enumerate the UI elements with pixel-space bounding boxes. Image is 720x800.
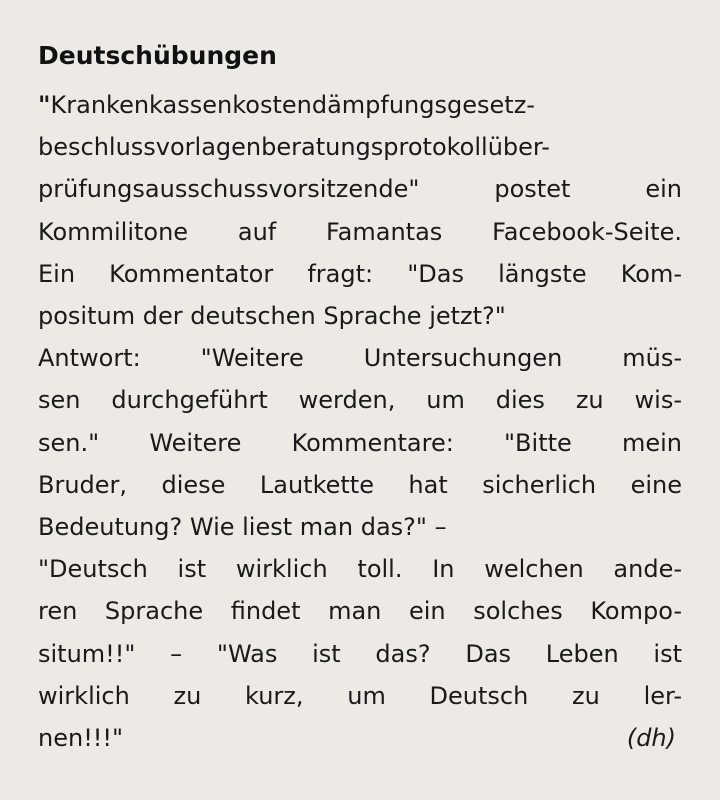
article-heading: Deutschübungen <box>38 41 277 70</box>
article-line: prüfungsausschussvorsitzende" postet ein <box>38 175 682 204</box>
article-line: Bedeutung? Wie liest man das?" – <box>38 513 447 542</box>
article-line: wirklich zu kurz, um Deutsch zu ler- <box>38 681 682 710</box>
article-line-text: nen!!!" <box>38 724 124 753</box>
article-line: Antwort: "Weitere Untersuchungen müs- <box>38 344 682 373</box>
article-box <box>38 36 682 759</box>
article-line <box>38 84 682 126</box>
article-line: Bruder, diese Lautkette hat sicherlich eine <box>38 470 682 499</box>
article-line: Kommilitone auf Famantas Facebook-Seite. <box>38 217 682 246</box>
article-line: beschlussvorlagenberatungsprotokollüber- <box>38 133 550 162</box>
article-line: "Deutsch ist wirklich toll. In welchen ande- <box>38 555 682 584</box>
article-line: situm!!" – "Was ist das? Das Leben ist <box>38 639 682 668</box>
article-line: ren Sprache findet man ein solches Kompo- <box>38 597 682 626</box>
article-last-line <box>38 717 682 759</box>
article-line: positum der deutschen Sprache jetzt?" <box>38 302 506 331</box>
article-line: sen." Weitere Kommentare: "Bitte mein <box>38 428 682 457</box>
author-byline: (dh) <box>626 724 676 753</box>
article-line: sen durchgeführt werden, um dies zu wis- <box>38 386 682 415</box>
article-body <box>38 84 682 759</box>
article-line-text: Krankenkassenkostendämpfungsgesetz- <box>50 91 535 119</box>
article-line: Ein Kommentator fragt: "Das längste Kom- <box>38 259 682 288</box>
lead-quote-mark: " <box>38 91 51 119</box>
